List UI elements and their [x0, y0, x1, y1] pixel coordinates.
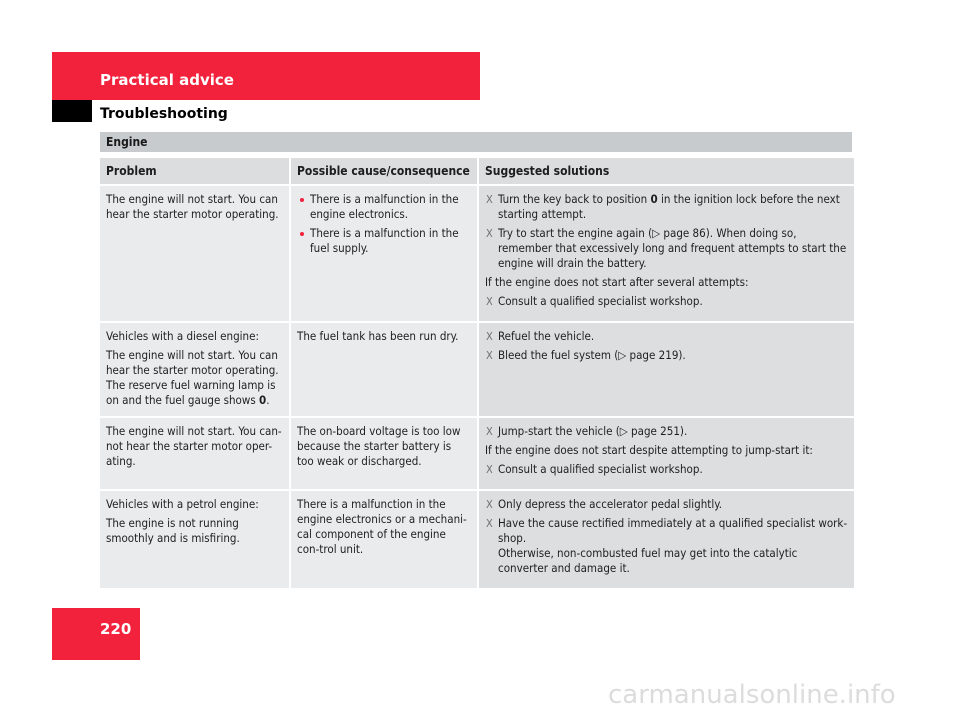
column-header-problem: Problem [100, 158, 289, 184]
troubleshooting-table [98, 156, 856, 590]
solution-step [485, 424, 848, 439]
step-marker-icon: X [486, 193, 493, 206]
column-header-solutions: Suggested solutions [479, 158, 854, 184]
cause-item: There is a malfunction in the engine electronics. [297, 192, 471, 222]
step-text: Refuel the vehicle. [498, 329, 595, 343]
step-text: in the ignition lock before the next starting attempt. [498, 192, 840, 221]
problem-cell [100, 323, 289, 416]
page-number: 220 [100, 620, 132, 638]
step-marker-icon: X [486, 498, 493, 511]
table-row [100, 323, 854, 416]
solution-step [485, 294, 848, 309]
page-subtitle: Troubleshooting [100, 106, 228, 122]
solution-step [485, 516, 848, 576]
solution-step [485, 329, 848, 344]
problem-cell [100, 186, 289, 321]
header-corner-block [52, 100, 92, 122]
solution-step [485, 192, 848, 222]
step-marker-icon: X [486, 330, 493, 343]
problem-text: Vehicles with a petrol engine: [106, 497, 259, 511]
solutions-cell [479, 186, 854, 321]
step-text: Consult a qualified specialist workshop. [498, 462, 703, 476]
step-marker-icon: X [486, 295, 493, 308]
problem-text-bold: 0 [259, 393, 267, 407]
step-text: Consult a qualified specialist workshop. [498, 294, 703, 308]
solutions-cell [479, 323, 854, 416]
cause-list [297, 192, 471, 256]
cause-cell [291, 323, 477, 416]
cause-text: The fuel tank has been run dry. [297, 329, 459, 343]
step-text: Jump-start the vehicle (▷ page 251). [498, 424, 688, 438]
table-header-row [100, 158, 854, 184]
section-title: Practical advice [100, 71, 234, 89]
step-marker-icon: X [486, 463, 493, 476]
cause-item: There is a malfunction in the fuel supply. [297, 226, 471, 256]
step-text: Bleed the fuel system (▷ page 219). [498, 348, 686, 362]
table-row [100, 418, 854, 489]
table-title: Engine [106, 135, 148, 149]
step-text: Have the cause rectified immediately at a qualified specialist work-shop. [498, 516, 848, 545]
table-title-bar [100, 132, 852, 152]
cause-text: There is a malfunction in the engine electronics or a mechani-cal component of the engine con-trol unit. [297, 497, 467, 556]
step-text: Turn the key back to position [498, 192, 651, 206]
cause-cell [291, 418, 477, 489]
problem-text: The engine will not start. You can-not hear the starter motor oper-ating. [106, 424, 282, 468]
solution-note: If the engine does not start after several attempts: [485, 275, 749, 289]
problem-text-part: The engine will not start. You can hear the starter motor operating. The reserve fuel warning lamp is on and the fuel gauge shows [106, 348, 279, 407]
problem-cell [100, 491, 289, 588]
table-row [100, 186, 854, 321]
solution-step [485, 497, 848, 512]
step-continuation: Otherwise, non-combusted fuel may get into the catalytic converter and damage it. [498, 546, 798, 575]
cause-text: The on-board voltage is too low because the starter battery is too weak or discharged. [297, 424, 461, 468]
solutions-cell [479, 491, 854, 588]
problem-text: The engine is not running smoothly and is misfiring. [106, 516, 240, 545]
solution-step [485, 226, 848, 271]
problem-text [106, 348, 283, 408]
step-marker-icon: X [486, 517, 493, 530]
solutions-cell [479, 418, 854, 489]
cause-cell [291, 186, 477, 321]
step-marker-icon: X [486, 349, 493, 362]
step-marker-icon: X [486, 227, 493, 240]
problem-text: The engine will not start. You can hear the starter motor operating. [106, 192, 279, 221]
cause-cell [291, 491, 477, 588]
solution-step [485, 462, 848, 477]
step-text-bold: 0 [650, 192, 658, 206]
solution-note: If the engine does not start despite attempting to jump-start it: [485, 443, 813, 457]
watermark-text: carmanualsonline.info [608, 680, 896, 710]
problem-text: Vehicles with a diesel engine: [106, 329, 259, 343]
step-marker-icon: X [486, 425, 493, 438]
step-text: Try to start the engine again (▷ page 86). When doing so, remember that excessively long and frequent attempts to start the engine will drain the battery. [498, 226, 847, 270]
problem-cell [100, 418, 289, 489]
problem-text-end: . [266, 393, 270, 407]
page-number-box [52, 608, 140, 660]
step-text: Only depress the accelerator pedal slightly. [498, 497, 722, 511]
solution-step [485, 348, 848, 363]
column-header-cause: Possible cause/consequence [291, 158, 477, 184]
table-row [100, 491, 854, 588]
